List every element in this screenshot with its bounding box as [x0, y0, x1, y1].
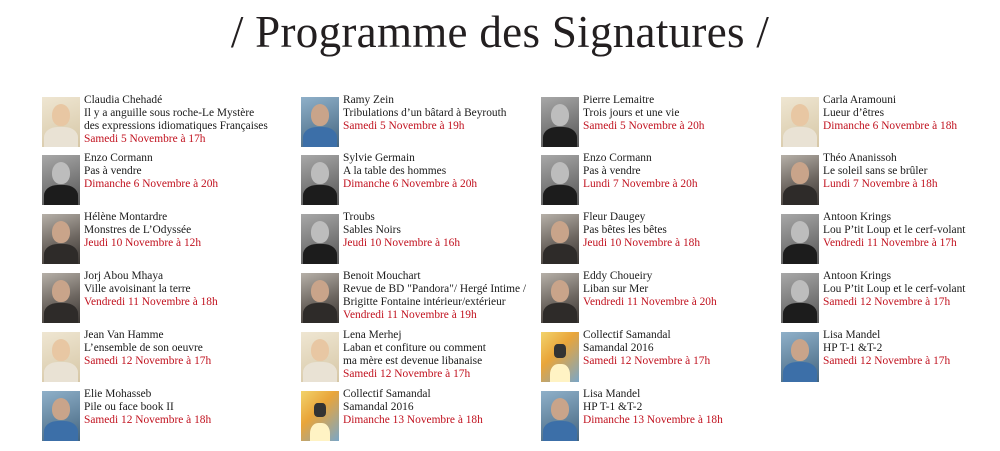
author-photo-head: [52, 398, 70, 420]
signing-date: Samedi 12 Novembre à 17h: [823, 296, 951, 309]
signature-entry: [42, 388, 282, 449]
author-photo-head: [551, 162, 569, 184]
author-name: Claudia Chehadé: [84, 94, 163, 106]
author-photo-body: [44, 362, 78, 382]
entry-text: [84, 152, 284, 191]
entry-text: [823, 270, 1000, 309]
signature-entry: [301, 152, 541, 213]
author-name: Sylvie Germain: [343, 152, 415, 164]
book-title: A la table des hommes: [343, 165, 447, 178]
entry-text: [583, 152, 783, 191]
author-name: Eddy Choueiry: [583, 270, 653, 282]
author-photo-head: [311, 221, 329, 243]
signature-entry: [541, 211, 781, 272]
signing-date: Samedi 12 Novembre à 18h: [84, 414, 212, 427]
author-photo: [781, 155, 819, 205]
signing-date: Jeudi 10 Novembre à 16h: [343, 237, 461, 250]
signature-entry: [541, 94, 781, 155]
book-title: Liban sur Mer: [583, 283, 649, 296]
entry-text: [84, 270, 284, 309]
author-name: Carla Aramouni: [823, 94, 897, 106]
author-name: Pierre Lemaitre: [583, 94, 655, 106]
author-name: Enzo Cormann: [583, 152, 652, 164]
book-title: Samandal 2016: [343, 401, 414, 414]
author-photo: [301, 155, 339, 205]
author-photo: [301, 273, 339, 323]
author-photo: [42, 97, 80, 147]
author-photo-head: [311, 339, 329, 361]
book-title: Trois jours et une vie: [583, 107, 680, 120]
entry-text: [583, 211, 783, 250]
book-title: HP T-1 &T-2: [583, 401, 643, 414]
author-photo-body: [543, 244, 577, 264]
signing-date: Dimanche 13 Novembre à 18h: [343, 414, 483, 427]
author-photo-body: [783, 303, 817, 323]
author-name: Ramy Zein: [343, 94, 394, 106]
author-photo-body: [543, 185, 577, 205]
author-photo: [541, 214, 579, 264]
entry-text: [343, 94, 543, 133]
book-title: Il y a anguille sous roche-Le Mystère: [84, 107, 255, 120]
signing-date: Samedi 12 Novembre à 17h: [823, 355, 951, 368]
author-photo-body: [310, 423, 330, 441]
signature-entry: [781, 152, 1000, 213]
author-photo-body: [44, 185, 78, 205]
author-name: Enzo Cormann: [84, 152, 153, 164]
signature-entry: [541, 388, 781, 449]
author-photo: [541, 391, 579, 441]
entry-text: [823, 152, 1000, 191]
author-photo: [781, 214, 819, 264]
author-name: Lisa Mandel: [823, 329, 881, 341]
signing-date: Samedi 5 Novembre à 19h: [343, 120, 465, 133]
author-photo-head: [551, 280, 569, 302]
author-name: Collectif Samandal: [343, 388, 431, 400]
signature-entry: [301, 388, 541, 449]
author-name: Hélène Montardre: [84, 211, 168, 223]
signature-entry: [42, 94, 282, 155]
author-photo: [42, 214, 80, 264]
signature-entry: [42, 270, 282, 331]
book-title: Samandal 2016: [583, 342, 654, 355]
signing-date: Vendredi 11 Novembre à 17h: [823, 237, 957, 250]
entry-text: [823, 94, 1000, 133]
signing-date: Samedi 12 Novembre à 17h: [84, 355, 212, 368]
author-photo-head: [551, 104, 569, 126]
entry-text: [84, 211, 284, 250]
entry-text: [583, 94, 783, 133]
author-name: Théo Ananissoh: [823, 152, 897, 164]
signature-entry: [781, 94, 1000, 155]
entry-text: [343, 211, 543, 250]
book-title: Monstres de L’Odyssée: [84, 224, 192, 237]
book-title: L’ensemble de son oeuvre: [84, 342, 203, 355]
author-photo-body: [783, 362, 817, 382]
author-photo: [42, 332, 80, 382]
author-photo: [781, 332, 819, 382]
author-photo-body: [303, 303, 337, 323]
signature-entry: [781, 329, 1000, 390]
book-title: Laban et confiture ou comment: [343, 342, 486, 355]
signature-entry: [781, 211, 1000, 272]
book-title: Pile ou face book II: [84, 401, 174, 414]
entry-text: [583, 329, 783, 368]
book-title: Sables Noirs: [343, 224, 401, 237]
signing-date: Jeudi 10 Novembre à 18h: [583, 237, 701, 250]
signing-date: Lundi 7 Novembre à 20h: [583, 178, 698, 191]
author-name: Antoon Krings: [823, 270, 892, 282]
entry-text: [84, 94, 284, 146]
author-name: Fleur Daugey: [583, 211, 646, 223]
signing-date: Vendredi 11 Novembre à 20h: [583, 296, 717, 309]
signature-entry: [42, 329, 282, 390]
author-photo-body: [44, 303, 78, 323]
author-photo: [781, 273, 819, 323]
book-title: Le soleil sans se brûler: [823, 165, 928, 178]
author-photo-body: [783, 127, 817, 147]
book-title: Lueur d’êtres: [823, 107, 885, 120]
author-photo-head: [554, 344, 566, 358]
entry-text: [823, 211, 1000, 250]
entry-text: [343, 270, 543, 322]
signature-entry: [541, 270, 781, 331]
author-photo-head: [791, 221, 809, 243]
signing-date: Dimanche 6 Novembre à 20h: [343, 178, 478, 191]
author-photo-head: [791, 162, 809, 184]
signing-date: Dimanche 13 Novembre à 18h: [583, 414, 723, 427]
author-photo-head: [311, 280, 329, 302]
author-name: Benoit Mouchart: [343, 270, 421, 282]
author-photo-head: [791, 339, 809, 361]
author-photo-head: [551, 221, 569, 243]
author-photo-head: [791, 280, 809, 302]
author-photo-body: [543, 127, 577, 147]
author-name: Jean Van Hamme: [84, 329, 164, 341]
entry-text: [343, 152, 543, 191]
author-photo-head: [52, 104, 70, 126]
author-photo-body: [44, 127, 78, 147]
entry-text: [84, 388, 284, 427]
author-photo-body: [783, 185, 817, 205]
signature-entry: [541, 152, 781, 213]
book-title: Revue de BD "Pandora"/ Hergé Intime /: [343, 283, 527, 296]
author-name: Jorj Abou Mhaya: [84, 270, 164, 282]
author-photo-body: [303, 362, 337, 382]
author-photo-head: [551, 398, 569, 420]
book-title: Pas bêtes les bêtes: [583, 224, 667, 237]
book-title: HP T-1 &T-2: [823, 342, 883, 355]
author-photo-head: [311, 104, 329, 126]
signature-entry: [541, 329, 781, 390]
book-title: ma mère est devenue libanaise: [343, 355, 483, 368]
book-title: Pas à vendre: [583, 165, 641, 178]
signing-date: Dimanche 6 Novembre à 20h: [84, 178, 219, 191]
author-photo-body: [543, 303, 577, 323]
signing-date: Vendredi 11 Novembre à 18h: [84, 296, 218, 309]
entry-text: [84, 329, 284, 368]
author-photo-body: [303, 185, 337, 205]
book-title: Tribulations d’un bâtard à Beyrouth: [343, 107, 507, 120]
signing-date: Jeudi 10 Novembre à 12h: [84, 237, 202, 250]
signing-date: Dimanche 6 Novembre à 18h: [823, 120, 958, 133]
author-photo: [301, 214, 339, 264]
entry-text: [343, 388, 543, 427]
author-photo: [42, 155, 80, 205]
author-photo: [541, 273, 579, 323]
author-photo-head: [791, 104, 809, 126]
author-photo: [301, 391, 339, 441]
signing-date: Samedi 12 Novembre à 17h: [583, 355, 711, 368]
author-photo-body: [303, 244, 337, 264]
author-photo-body: [550, 364, 570, 382]
author-photo: [42, 273, 80, 323]
signature-entry: [301, 329, 541, 390]
author-photo-body: [44, 421, 78, 441]
author-photo-body: [303, 127, 337, 147]
signature-entry: [301, 211, 541, 272]
author-photo: [301, 332, 339, 382]
signing-date: Samedi 5 Novembre à 20h: [583, 120, 705, 133]
author-photo-body: [783, 244, 817, 264]
signing-date: Samedi 5 Novembre à 17h: [84, 133, 206, 146]
author-photo: [781, 97, 819, 147]
book-title: Lou P’tit Loup et le cerf-volant: [823, 224, 966, 237]
author-photo-body: [44, 244, 78, 264]
signature-entry: [781, 270, 1000, 331]
author-photo-head: [52, 280, 70, 302]
author-photo-head: [52, 221, 70, 243]
book-title: Brigitte Fontaine intérieur/extérieur: [343, 296, 506, 309]
author-photo: [541, 332, 579, 382]
entry-text: [343, 329, 543, 381]
book-title: Pas à vendre: [84, 165, 142, 178]
author-photo-head: [52, 339, 70, 361]
signature-entry: [42, 211, 282, 272]
book-title: Lou P’tit Loup et le cerf-volant: [823, 283, 966, 296]
author-photo-head: [314, 403, 326, 417]
entry-text: [583, 270, 783, 309]
book-title: Ville avoisinant la terre: [84, 283, 191, 296]
page-title: / Programme des Signatures /: [230, 7, 770, 57]
author-name: Lena Merhej: [343, 329, 402, 341]
author-name: Elie Mohasseb: [84, 388, 152, 400]
signature-entry: [42, 152, 282, 213]
author-name: Antoon Krings: [823, 211, 892, 223]
signing-date: Lundi 7 Novembre à 18h: [823, 178, 938, 191]
signing-date: Samedi 12 Novembre à 17h: [343, 368, 471, 381]
author-photo-body: [543, 421, 577, 441]
signature-entry: [301, 94, 541, 155]
author-photo: [541, 155, 579, 205]
author-name: Collectif Samandal: [583, 329, 671, 341]
author-name: Troubs: [343, 211, 375, 223]
author-photo: [301, 97, 339, 147]
signature-entry: [301, 270, 541, 331]
author-photo: [541, 97, 579, 147]
author-photo-head: [52, 162, 70, 184]
entry-text: [823, 329, 1000, 368]
signing-date: Vendredi 11 Novembre à 19h: [343, 309, 477, 322]
book-title: des expressions idiomatiques Françaises: [84, 120, 268, 133]
author-photo: [42, 391, 80, 441]
author-name: Lisa Mandel: [583, 388, 641, 400]
author-photo-head: [311, 162, 329, 184]
entry-text: [583, 388, 783, 427]
